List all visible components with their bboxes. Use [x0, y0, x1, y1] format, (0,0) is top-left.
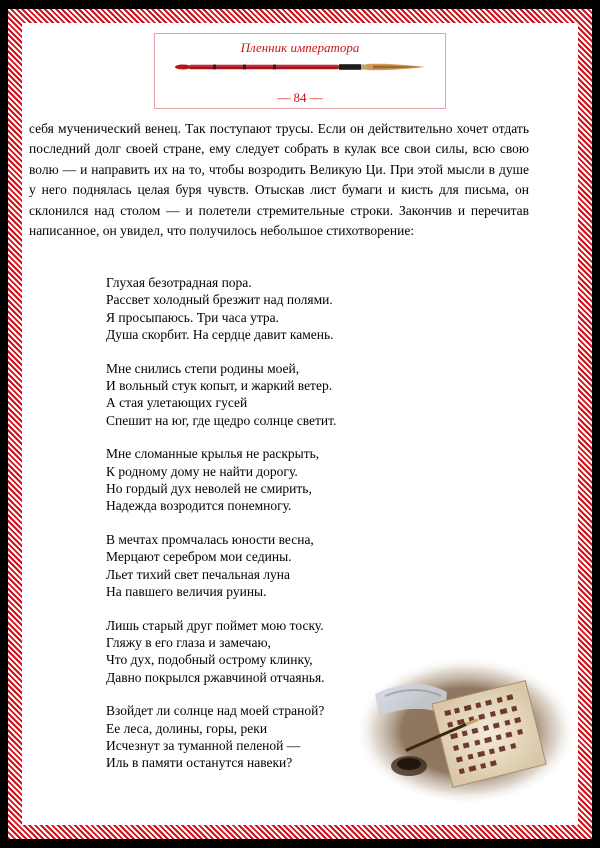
poem-stanza — [106, 274, 436, 344]
poem-line: Я просыпаюсь. Три часа утра. — [106, 309, 280, 325]
poem-line: Рассвет холодный брезжит над полями. — [106, 292, 333, 308]
poem-line: Взойдет ли солнце над моей страной? — [106, 703, 325, 719]
poem-line: Но гордый дух неволей не смирить, — [106, 481, 312, 497]
poem-line: Ее леса, долины, горы, реки — [106, 720, 268, 736]
body-paragraph: себя мученический венец. Так поступают трусы. Если он действительно хочет отдать последний долг своей стране, ему следует собрать в кулак все свои силы, всю свою волю — и направить их на то, чтобы возродить Великую Ци. При этой мысли в душе у него поднялась целая буря чувств. Отыскав лист бумаги и кисть для письма, он склонился над столом — и полетели стремительные строки. Закончив и перечитав написанное, он увидел, что получилось небольшое стихотворение: — [29, 121, 529, 239]
poem-line: Иль в памяти останутся навеки? — [106, 755, 293, 771]
poem-line: Льет тихий свет печальная луна — [106, 566, 291, 582]
poem-stanza — [106, 360, 436, 430]
poem-stanza — [106, 445, 436, 515]
calligraphy-brush-icon — [173, 56, 429, 78]
poem-line: Что дух, подобный острому клинку, — [106, 652, 313, 668]
poem-line: Спешит на юг, где щедро солнце светит. — [106, 412, 337, 428]
poem-line: Глухая безотрадная пора. — [106, 275, 252, 290]
poem-stanza — [106, 531, 436, 601]
poem-line: Надежда возродится понемногу. — [106, 498, 292, 514]
poem-line: И вольный стук копыт, и жаркий ветер. — [106, 378, 333, 394]
poem-line: На павшего величия руины. — [106, 584, 267, 600]
poem-line: К родному дому не найти дорогу. — [106, 463, 298, 479]
poem-line: Мне сломанные крылья не раскрыть, — [106, 446, 320, 462]
poem-line: В мечтах промчалась юности весна, — [106, 531, 314, 547]
page-number: — 84 — — [277, 90, 323, 105]
poem-line: Мерцают серебром мои седины. — [106, 549, 292, 565]
poem-line: Исчезнут за туманной пеленой — — [106, 737, 301, 753]
running-header — [154, 33, 446, 109]
poem-line: А стая улетающих гусей — [106, 395, 248, 411]
calligraphy-desk-illustration — [355, 654, 577, 802]
poem-line: Душа скорбит. На сердце давит камень. — [106, 327, 334, 343]
poem-line: Гляжу в его глаза и замечаю, — [106, 634, 271, 650]
poem-line: Лишь старый друг поймет мою тоску. — [106, 617, 324, 633]
poem-line: Мне снились степи родины моей, — [106, 360, 300, 376]
poem-line: Давно покрылся ржавчиной отчаянья. — [106, 669, 325, 685]
book-title: Пленник императора — [240, 40, 360, 55]
